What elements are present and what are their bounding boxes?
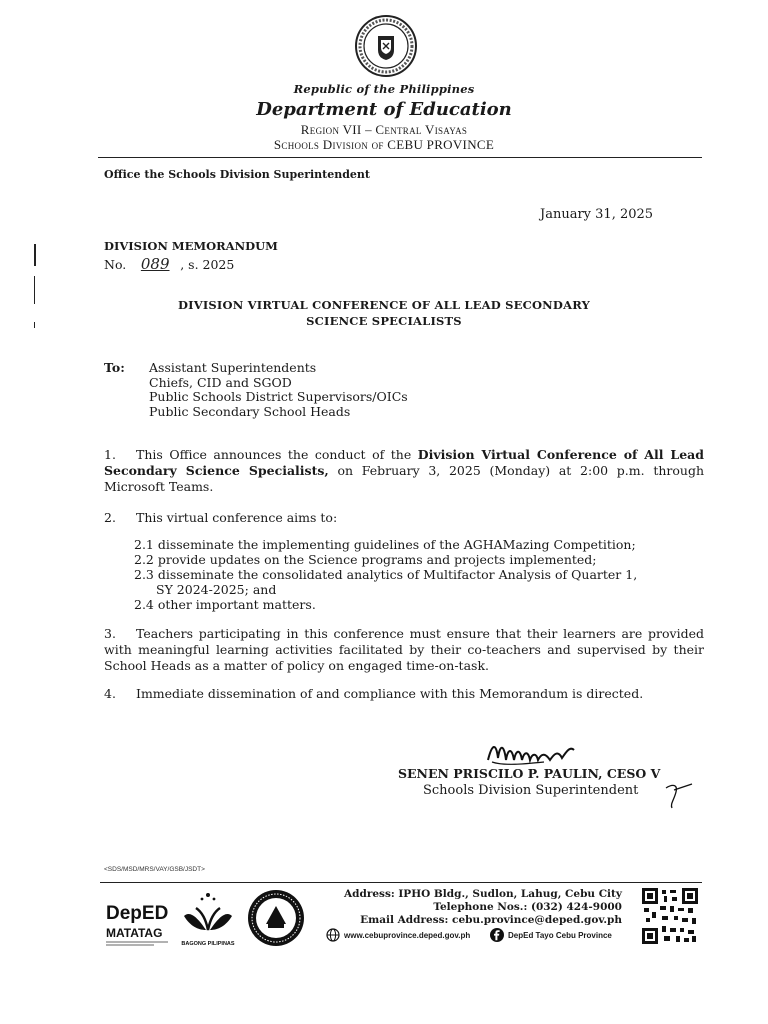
memo-title-line-2: SCIENCE SPECIALISTS [306,314,462,328]
website-link[interactable]: www.cebuprovince.deped.gov.ph [344,930,471,940]
recipient-item: Public Schools District Supervisors/OICs [149,389,408,404]
header-department: Department of Education [256,99,512,120]
paragraph-number: 4. [104,686,116,701]
paragraph-2 [104,510,704,526]
paragraph-3-text: Teachers participating in this conference must ensure that their learners are provided with meaningful learning activities facilitated by their co-teachers and supervised by their School Heads as a matter of policy on engaged time-on-task. [104,626,704,673]
paragraph-number: 2. [104,510,116,525]
recipient-item: Public Secondary School Heads [149,404,351,419]
division-seal-icon [246,888,306,948]
deped-seal-icon [354,14,418,78]
header-region: Region VII – Central Visayas [300,122,468,137]
signatory-title: Schools Division Superintendent [423,783,639,798]
qr-code-icon [642,888,698,944]
memo-type: DIVISION MEMORANDUM [104,239,278,253]
facebook-icon [490,928,504,942]
aim-item: 2.4 other important matters. [134,597,316,612]
header-divider [98,157,702,158]
facebook-link[interactable]: DepEd Tayo Cebu Province [508,930,612,940]
paragraph-1-text-a: This Office announces the conduct of the [136,447,418,462]
recipient-item: Chiefs, CID and SGOD [149,375,292,390]
office-label: Office the Schools Division Superintendent [104,168,371,181]
bagong-pilipinas-logo [176,890,240,948]
memo-title-line-1: DIVISION VIRTUAL CONFERENCE OF ALL LEAD SECONDARY [177,298,591,312]
reference-code: <SDS/MSD/MRS/VAY/GSB/JSDT> [104,866,205,873]
paragraph-1-text-c: on February 3, 2025 (Monday) at 2:00 p.m. through Microsoft Teams. [104,463,704,494]
footer-address: Address: IPHO Bldg., Sudlon, Lahug, Cebu City [343,888,622,900]
bagong-pilipinas-text: BAGONG PILIPINAS [181,941,235,947]
to-label: To: [104,360,125,375]
paragraph-number: 1. [104,447,116,462]
recipient-item: Assistant Superintendents [149,360,317,375]
footer-facebook [490,928,612,942]
paragraph-1-emphasis: Division Virtual Conference of All Lead Secondary Science Specialists, [104,447,704,478]
paragraph-2-text: This virtual conference aims to: [136,510,338,525]
initial-mark [662,780,696,810]
matatag-logo-text: MATATAG [106,926,163,940]
footer-telephone: Telephone Nos.: (032) 424-9000 [433,901,622,913]
memo-number-prefix: No. [104,257,131,272]
footer-website [326,928,470,942]
margin-mark [34,244,36,266]
deped-logo-text: DepED [106,903,169,924]
aim-item: 2.3 disseminate the consolidated analytics of Multifactor Analysis of Quarter 1, [134,567,638,582]
footer-email: Email Address: cebu.province@deped.gov.ph [360,914,622,926]
paragraph-3 [104,626,704,674]
header-republic: Republic of the Philippines [293,82,475,96]
globe-icon [326,928,340,942]
paragraph-number: 3. [104,626,116,641]
paragraph-4 [104,686,704,702]
paragraph-1 [104,447,704,495]
signature-scrawl [484,734,584,768]
memo-date: January 31, 2025 [540,207,654,222]
signatory-name: SENEN PRISCILO P. PAULIN, CESO V [398,766,661,781]
aim-item: 2.1 disseminate the implementing guidelines of the AGHAMazing Competition; [134,537,636,552]
memo-number [104,255,234,273]
header-division: Schools Division of CEBU PROVINCE [273,137,495,152]
aim-item-continuation: SY 2024-2025; and [156,582,277,597]
aim-item: 2.2 provide updates on the Science programs and projects implemented; [134,552,597,567]
memo-number-series: , s. 2025 [180,257,235,272]
footer-divider [100,882,702,883]
deped-matatag-logo [104,893,176,949]
memo-number-handwritten: 089 [140,255,170,273]
paragraph-4-text: Immediate dissemination of and compliance with this Memorandum is directed. [136,686,644,701]
